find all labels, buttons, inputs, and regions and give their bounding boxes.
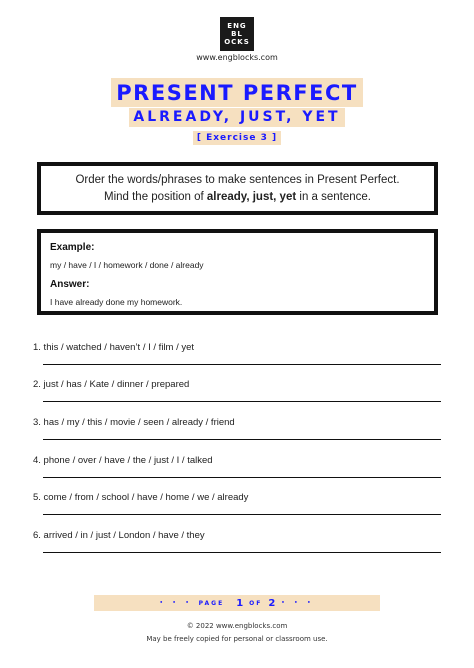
page-word: PAGE	[198, 599, 225, 607]
item-prompt: 5. come / from / school / have / home / we / already	[33, 492, 249, 503]
logo-line-2: BL	[231, 30, 243, 38]
item-prompt: 2. just / has / Kate / dinner / prepared	[33, 379, 190, 390]
instructions-keywords: already, just, yet	[206, 190, 297, 203]
exercise-label: [ Exercise 3 ]	[193, 131, 281, 145]
item-prompt: 6. arrived / in / just / London / have / they	[33, 530, 205, 541]
page-subtitle: ALREADY, JUST, YET	[129, 108, 344, 127]
instructions-line-2	[104, 189, 371, 206]
instructions-suffix: in a sentence.	[296, 190, 371, 203]
instructions-box	[37, 162, 438, 215]
page-number: 1	[236, 597, 244, 609]
copyright: © 2022 www.engblocks.com	[186, 622, 288, 630]
item-prompt: 3. has / my / this / movie / seen / already / friend	[33, 417, 235, 428]
answer-line[interactable]	[43, 364, 441, 365]
answer-line[interactable]	[43, 514, 441, 515]
example-label: Example:	[50, 242, 95, 253]
exercise-item-4	[33, 455, 441, 467]
item-prompt: 1. this / watched / haven’t / I / film / yet	[33, 342, 195, 353]
logo-line-3: OCKS	[224, 38, 250, 46]
item-prompt: 4. phone / over / have / the / just / I / talked	[33, 455, 213, 466]
answer-line[interactable]	[43, 477, 441, 478]
exercise-item-1	[33, 342, 441, 354]
instructions-line-1: Order the words/phrases to make sentences in Present Perfect.	[75, 173, 400, 186]
example-box	[37, 229, 438, 315]
logo-line-1: ENG	[227, 22, 247, 30]
dots-left: • • •	[159, 600, 193, 606]
answer-line[interactable]	[43, 439, 441, 440]
answer-line[interactable]	[43, 552, 441, 553]
exercise-item-2	[33, 379, 441, 391]
page-indicator	[94, 595, 380, 611]
site-url[interactable]: www.engblocks.com	[196, 53, 278, 62]
exercise-item-3	[33, 417, 441, 429]
engblocks-logo	[220, 17, 254, 51]
page-title: PRESENT PERFECT	[111, 78, 362, 107]
dots-right: • • •	[281, 600, 315, 606]
answer-label: Answer:	[50, 279, 90, 290]
of-word: OF	[249, 599, 263, 607]
answer-line[interactable]	[43, 401, 441, 402]
instructions-prefix: Mind the position of	[103, 190, 207, 203]
page-total: 2	[268, 597, 276, 609]
example-words: my / have / I / homework / done / already	[50, 260, 204, 270]
example-answer: I have already done my homework.	[50, 297, 183, 307]
exercise-item-6	[33, 530, 441, 542]
exercise-item-5	[33, 492, 441, 504]
license-note: May be freely copied for personal or classroom use.	[146, 635, 328, 643]
